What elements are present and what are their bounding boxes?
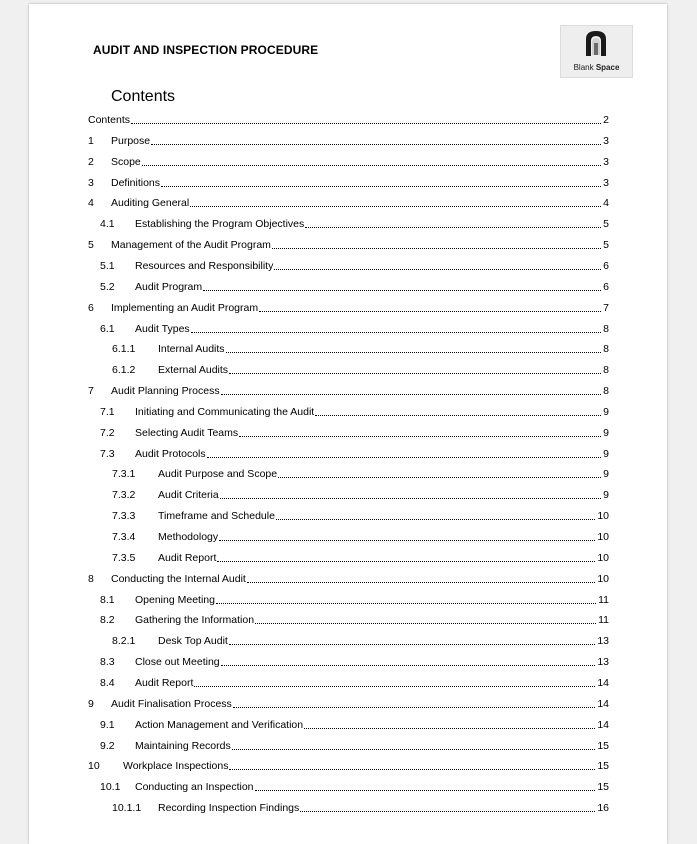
toc-dot-leader: [315, 415, 601, 416]
toc-entry-title: Audit Purpose and Scope: [158, 468, 278, 480]
toc-entry-page-number: 13: [597, 656, 609, 668]
toc-entry-page-number: 9: [603, 427, 609, 439]
toc-entry-page-number: 15: [597, 760, 609, 772]
toc-entry-page-number: 9: [603, 489, 609, 501]
toc-entry[interactable]: [112, 801, 609, 815]
toc-dot-leader: [239, 436, 601, 437]
toc-entry-number: 1: [88, 135, 94, 147]
toc-entry[interactable]: [100, 655, 609, 669]
toc-entry[interactable]: [100, 447, 609, 461]
table-of-contents: [29, 4, 667, 844]
toc-dot-leader: [255, 790, 596, 791]
toc-entry-title: Contents: [88, 114, 131, 126]
toc-dot-leader: [229, 373, 601, 374]
toc-entry-number: 7: [88, 385, 94, 397]
toc-entry-page-number: 9: [603, 448, 609, 460]
toc-entry[interactable]: [88, 155, 609, 169]
toc-entry-page-number: 6: [603, 260, 609, 272]
toc-entry-number: 8: [88, 573, 94, 585]
toc-dot-leader: [207, 457, 602, 458]
toc-entry-title: Methodology: [158, 531, 219, 543]
toc-dot-leader: [203, 290, 601, 291]
toc-entry-title: Internal Audits: [158, 343, 225, 355]
toc-entry-number: 8.2: [100, 614, 115, 626]
toc-entry-title: Auditing General: [111, 197, 190, 209]
toc-entry[interactable]: [100, 217, 609, 231]
toc-entry-number: 5.2: [100, 281, 115, 293]
toc-entry[interactable]: [112, 530, 609, 544]
toc-dot-leader: [255, 623, 596, 624]
toc-dot-leader: [151, 144, 601, 145]
toc-entry[interactable]: [112, 509, 609, 523]
toc-dot-leader: [229, 644, 595, 645]
toc-entry-title: Audit Finalisation Process: [111, 698, 232, 710]
toc-entry-number: 2: [88, 156, 94, 168]
toc-entry-number: 7.2: [100, 427, 115, 439]
toc-entry-title: Implementing an Audit Program: [111, 302, 259, 314]
toc-entry[interactable]: [100, 259, 609, 273]
toc-entry-page-number: 15: [597, 740, 609, 752]
toc-entry-title: Audit Report: [135, 677, 194, 689]
toc-entry-number: 8.3: [100, 656, 115, 668]
toc-dot-leader: [276, 519, 595, 520]
toc-dot-leader: [194, 686, 595, 687]
toc-entry-number: 6: [88, 302, 94, 314]
toc-entry-page-number: 5: [603, 218, 609, 230]
toc-entry-page-number: 11: [598, 614, 609, 626]
toc-entry-page-number: 14: [597, 698, 609, 710]
toc-entry-number: 7.3.1: [112, 468, 136, 480]
toc-dot-leader: [259, 311, 601, 312]
toc-entry-page-number: 9: [603, 468, 609, 480]
document-title: AUDIT AND INSPECTION PROCEDURE: [93, 43, 319, 57]
toc-entry-number: 8.1: [100, 594, 115, 606]
toc-entry-page-number: 10: [597, 510, 609, 522]
toc-dot-leader: [229, 769, 595, 770]
toc-entry-title: Maintaining Records: [135, 740, 231, 752]
toc-entry-title: Purpose: [111, 135, 151, 147]
toc-entry[interactable]: [100, 322, 609, 336]
toc-entry-page-number: 8: [603, 343, 609, 355]
toc-entry-title: Establishing the Program Objectives: [135, 218, 305, 230]
toc-entry[interactable]: [112, 342, 609, 356]
toc-entry[interactable]: [88, 196, 609, 210]
toc-entry-title: Audit Types: [135, 323, 190, 335]
toc-entry[interactable]: [88, 572, 609, 586]
toc-entry[interactable]: [112, 363, 609, 377]
toc-entry-title: Timeframe and Schedule: [158, 510, 275, 522]
toc-dot-leader: [272, 248, 601, 249]
toc-entry[interactable]: [100, 405, 609, 419]
toc-entry-title: Audit Report: [158, 552, 217, 564]
toc-entry-title: Recording Inspection Findings: [158, 802, 300, 814]
logo-text: Blank Space: [573, 63, 620, 72]
toc-dot-leader: [278, 477, 601, 478]
toc-dot-leader: [131, 123, 601, 124]
toc-entry[interactable]: [100, 739, 609, 753]
toc-entry-title: Gathering the Information: [135, 614, 255, 626]
toc-entry[interactable]: [112, 488, 609, 502]
toc-entry-page-number: 3: [603, 177, 609, 189]
toc-entry-page-number: 14: [597, 677, 609, 689]
toc-entry-page-number: 3: [603, 156, 609, 168]
toc-entry-number: 5: [88, 239, 94, 251]
toc-entry-title: Conducting an Inspection: [135, 781, 254, 793]
toc-entry-number: 7.3.5: [112, 552, 136, 564]
toc-entry-number: 7.3.2: [112, 489, 136, 501]
toc-dot-leader: [232, 749, 596, 750]
toc-entry[interactable]: [100, 718, 609, 732]
toc-entry[interactable]: [112, 551, 609, 565]
toc-entry-page-number: 2: [603, 114, 609, 126]
toc-entry-number: 10: [88, 760, 100, 772]
toc-entry-page-number: 10: [597, 552, 609, 564]
toc-dot-leader: [221, 665, 596, 666]
toc-dot-leader: [304, 728, 595, 729]
toc-entry[interactable]: [88, 176, 609, 190]
toc-entry-number: 9.2: [100, 740, 115, 752]
toc-entry-number: 4.1: [100, 218, 115, 230]
toc-entry-title: Desk Top Audit: [158, 635, 228, 647]
toc-entry[interactable]: [88, 238, 609, 252]
toc-entry-title: Selecting Audit Teams: [135, 427, 239, 439]
toc-entry-title: Conducting the Internal Audit: [111, 573, 246, 585]
toc-entry-page-number: 3: [603, 135, 609, 147]
toc-entry-title: Scope: [111, 156, 141, 168]
toc-entry-page-number: 10: [597, 531, 609, 543]
toc-entry-title: Audit Protocols: [135, 448, 206, 460]
toc-entry-page-number: 8: [603, 385, 609, 397]
toc-dot-leader: [161, 186, 601, 187]
toc-dot-leader: [221, 394, 602, 395]
toc-dot-leader: [216, 603, 596, 604]
toc-entry-title: Management of the Audit Program: [111, 239, 271, 251]
toc-dot-leader: [190, 206, 601, 207]
toc-entry-number: 8.4: [100, 677, 115, 689]
toc-entry-number: 10.1.1: [112, 802, 142, 814]
toc-entry-page-number: 9: [603, 406, 609, 418]
toc-entry-number: 7.3.4: [112, 531, 136, 543]
toc-entry-title: Resources and Responsibility: [135, 260, 274, 272]
toc-entry-number: 6.1.1: [112, 343, 136, 355]
toc-entry-title: Audit Criteria: [158, 489, 219, 501]
toc-entry-page-number: 5: [603, 239, 609, 251]
toc-entry-number: 7.3.3: [112, 510, 136, 522]
toc-entry[interactable]: [112, 467, 609, 481]
toc-entry[interactable]: [100, 280, 609, 294]
toc-entry-number: 9.1: [100, 719, 115, 731]
toc-entry[interactable]: [88, 697, 609, 711]
toc-entry-title: Workplace Inspections: [123, 760, 229, 772]
toc-dot-leader: [274, 269, 601, 270]
toc-entry-number: 7.1: [100, 406, 115, 418]
toc-entry-title: Definitions: [111, 177, 161, 189]
toc-entry[interactable]: [88, 134, 609, 148]
toc-entry[interactable]: [88, 759, 609, 773]
toc-entry[interactable]: [88, 301, 609, 315]
toc-entry-number: 9: [88, 698, 94, 710]
toc-entry[interactable]: [88, 384, 609, 398]
toc-entry-title: Audit Planning Process: [111, 385, 220, 397]
toc-entry-number: 7.3: [100, 448, 115, 460]
toc-entry[interactable]: [100, 780, 609, 794]
toc-entry[interactable]: [100, 593, 609, 607]
toc-entry-number: 4: [88, 197, 94, 209]
toc-entry[interactable]: [112, 634, 609, 648]
toc-entry[interactable]: [100, 613, 609, 627]
toc-entry-title: Opening Meeting: [135, 594, 215, 606]
toc-dot-leader: [142, 165, 601, 166]
toc-entry-number: 8.2.1: [112, 635, 136, 647]
toc-entry-page-number: 4: [603, 197, 609, 209]
toc-entry-title: External Audits: [158, 364, 229, 376]
toc-entry-number: 6.1.2: [112, 364, 136, 376]
toc-entry-page-number: 15: [597, 781, 609, 793]
toc-dot-leader: [305, 227, 601, 228]
toc-dot-leader: [233, 707, 596, 708]
toc-dot-leader: [247, 582, 595, 583]
toc-dot-leader: [191, 332, 601, 333]
toc-dot-leader: [300, 811, 595, 812]
toc-entry-page-number: 6: [603, 281, 609, 293]
toc-entry-page-number: 10: [597, 573, 609, 585]
toc-entry-number: 6.1: [100, 323, 115, 335]
toc-entry-page-number: 16: [597, 802, 609, 814]
toc-dot-leader: [217, 561, 595, 562]
toc-entry-title: Audit Program: [135, 281, 203, 293]
toc-entry[interactable]: [100, 676, 609, 690]
toc-entry[interactable]: [88, 113, 609, 127]
toc-entry-title: Close out Meeting: [135, 656, 220, 668]
toc-entry-number: 5.1: [100, 260, 115, 272]
toc-dot-leader: [226, 352, 602, 353]
toc-entry-title: Initiating and Communicating the Audit: [135, 406, 315, 418]
toc-dot-leader: [219, 540, 595, 541]
toc-dot-leader: [220, 498, 601, 499]
toc-entry-number: 10.1: [100, 781, 121, 793]
document-page: [29, 4, 667, 844]
toc-entry-page-number: 7: [603, 302, 609, 314]
contents-heading: Contents: [111, 88, 176, 105]
toc-entry-title: Action Management and Verification: [135, 719, 304, 731]
toc-entry-page-number: 13: [597, 635, 609, 647]
toc-entry-page-number: 8: [603, 364, 609, 376]
toc-entry-page-number: 11: [598, 594, 609, 606]
toc-entry[interactable]: [100, 426, 609, 440]
toc-entry-page-number: 14: [597, 719, 609, 731]
toc-entry-number: 3: [88, 177, 94, 189]
toc-entry-page-number: 8: [603, 323, 609, 335]
